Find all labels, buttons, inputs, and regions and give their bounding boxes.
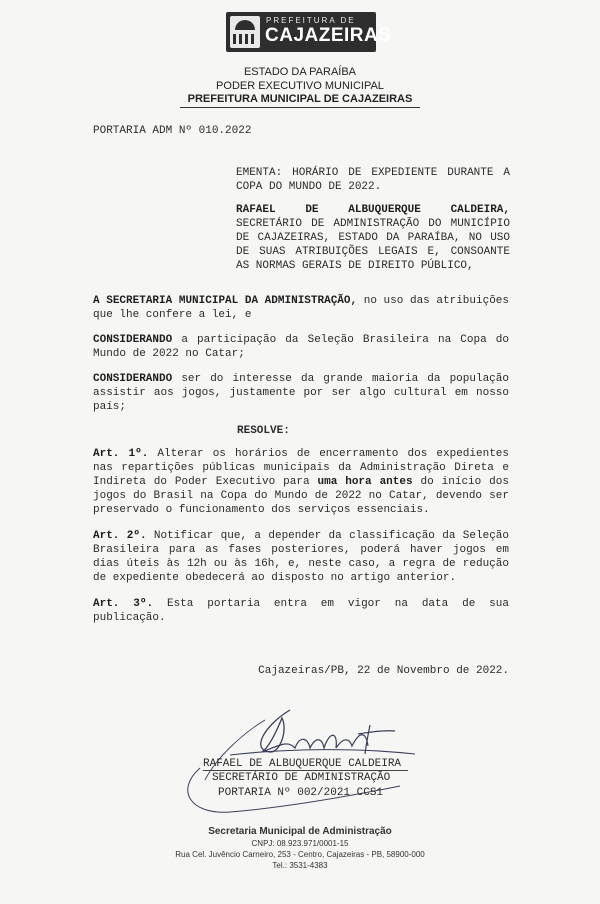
place-date: Cajazeiras/PB, 22 de Novembro de 2022. [258,665,509,677]
resolve-heading: RESOLVE: [237,425,290,437]
considerando-2 [93,372,509,414]
logo-top-text: PREFEITURA DE [266,16,356,25]
article-3-label: Art. 3º. [93,598,154,610]
article-1-emphasis: uma hora antes [317,476,413,488]
article-3 [93,597,509,625]
considerando-2-text: ser do interesse da grande maioria da população assistir aos jogos, justamente por ser algo cultural em nosso país; [93,373,509,413]
signatory-portaria: PORTARIA Nº 002/2021 CCS1 [218,787,384,799]
header-divider [180,107,420,108]
ementa: EMENTA: HORÁRIO DE EXPEDIENTE DURANTE A COPA DO MUNDO DE 2022. [236,167,510,193]
footer-phone: Tel.: 3531-4383 [272,861,328,870]
considerando-1 [93,333,509,361]
article-2-text: Notificar que, a depender da classificação da Seleção Brasileira para as fases posteriores, poderá haver jogos em dias úteis às 12h ou às 16h, e, neste caso, a regra de redução de expediente obedecerá ao disposto no artigo anterior. [93,530,510,584]
considerando-2-bold: CONSIDERANDO [93,373,173,385]
article-2-label: Art. 2º. [93,530,147,542]
handwritten-signature-icon [170,690,450,820]
article-3-text: Esta portaria entra em vigor na data de sua publicação. [93,598,509,624]
considerando-1-bold: CONSIDERANDO [93,334,173,346]
city-emblem-icon [230,16,260,48]
intro-bold: A SECRETARIA MUNICIPAL DA ADMINISTRAÇÃO, [93,295,358,307]
header-power: PODER EXECUTIVO MUNICIPAL [216,80,384,92]
document-number: PORTARIA ADM Nº 010.2022 [93,125,252,137]
article-1-text-b: do início dos jogos do Brasil na Copa do Mundo de 2022 no Catar, devendo ser preservado o funcionamento dos serviços essenciais. [93,476,509,516]
city-logo [226,12,392,52]
signatory-name: RAFAEL DE ALBUQUERQUE CALDEIRA [203,758,402,770]
footer-address: Rua Cel. Juvêncio Carneiro, 253 - Centro, Cajazeiras - PB, 58900-000 [175,850,425,859]
author-block [236,203,510,273]
article-1-text-a: Alterar os horários de encerramento dos expedientes nas repartições públicas municipais da Administração Direta e Indireta do Poder Executivo para [93,448,510,488]
footer-cnpj: CNPJ: 08.923.971/0001-15 [251,839,349,848]
considerando-1-text: a participação da Seleção Brasileira na Copa do Mundo de 2022 no Catar; [93,334,509,360]
author-name: RAFAEL DE ALBUQUERQUE CALDEIRA, [236,204,510,216]
author-description: SECRETÁRIO DE ADMINISTRAÇÃO DO MUNICÍPIO DE CAJAZEIRAS, ESTADO DA PARAÍBA, NO USO DE SUAS ATRIBUIÇÕES LEGAIS E, CONSOANTE AS NORMAS GERAIS DE DIREITO PÚBLICO, [236,218,510,272]
article-1 [93,447,509,517]
footer-department: Secretaria Municipal de Administração [208,826,392,837]
article-2 [93,529,509,585]
article-1-label: Art. 1º. [93,448,149,460]
header-state: ESTADO DA PARAÍBA [243,66,357,78]
intro-text: no uso das atribuições que lhe confere a lei, e [93,295,509,321]
signatory-title: SECRETÁRIO DE ADMINISTRAÇÃO [212,772,391,784]
header-office: PREFEITURA MUNICIPAL DE CAJAZEIRAS [187,93,413,105]
intro-paragraph [93,294,509,322]
logo-city-name: CAJAZEIRAS [265,25,392,46]
